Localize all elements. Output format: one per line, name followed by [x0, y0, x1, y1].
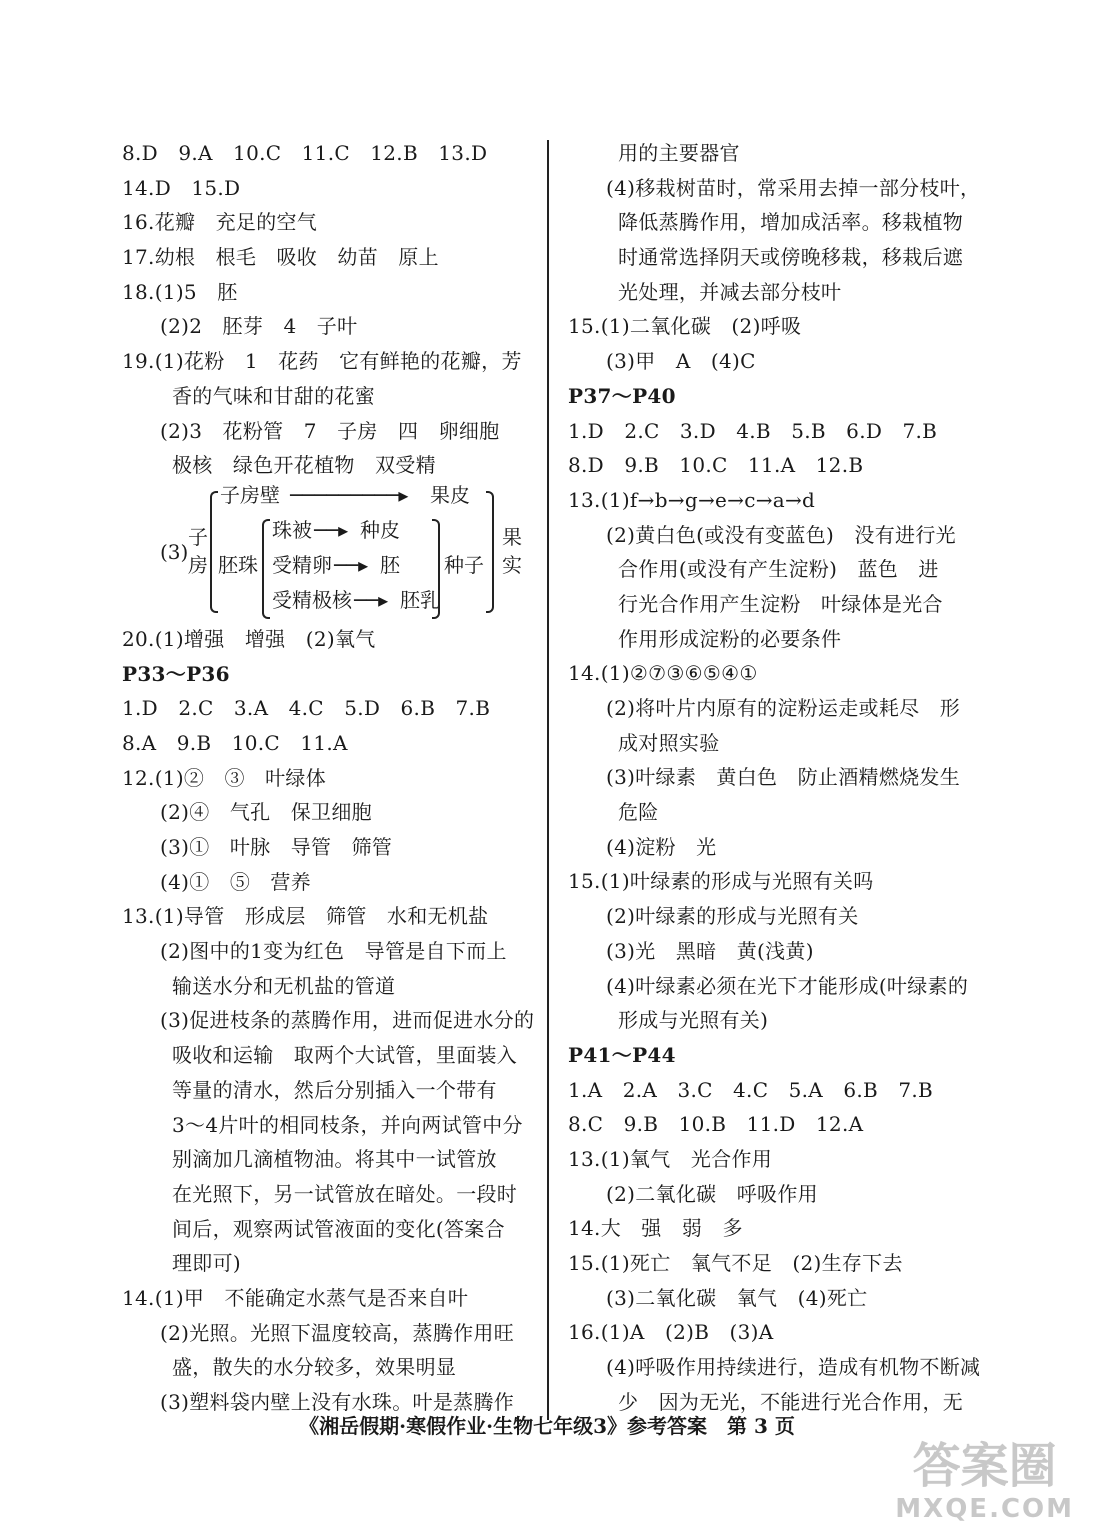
label-zhubei: 珠被 — [272, 517, 312, 542]
label-zhongpi: 种皮 — [360, 517, 400, 542]
right-column — [568, 136, 988, 1419]
column-divider — [547, 140, 549, 1420]
answer-line: 输送水分和无机盐的管道 — [172, 973, 396, 998]
answer-line: (2)将叶片内原有的淀粉运走或耗尽 形 — [606, 696, 961, 720]
answer-line: 18.(1)5 胚 — [122, 279, 238, 304]
answer-line: 少 因为无光，不能进行光合作用，无 — [618, 1389, 964, 1414]
answer-line: 行光合作用产生淀粉 叶绿体是光合 — [618, 591, 943, 616]
answer-line: (2)3 花粉管 7 子房 四 卵细胞 — [160, 418, 500, 443]
answer-line: 1.A 2.A 3.C 4.C 5.A 6.B 7.B — [568, 1077, 934, 1102]
label-guo: 果 — [502, 524, 522, 549]
arrow-zhubei: ──▸ — [314, 517, 349, 542]
answer-line: (3)塑料袋内壁上没有水珠。叶是蒸腾作 — [160, 1390, 515, 1414]
answer-line: 极核 绿色开花植物 双受精 — [172, 453, 436, 478]
label-shoujingluan: 受精卵 — [272, 552, 332, 577]
answer-line: 16.(1)A (2)B (3)A — [568, 1320, 774, 1345]
label-zhongzi: 种子 — [444, 552, 484, 577]
answer-line: 14.(1)甲 不能确定水蒸气是否来自叶 — [122, 1285, 469, 1310]
answer-line: (4)呼吸作用持续进行，造成有机物不断减 — [606, 1355, 981, 1380]
left-column — [122, 136, 542, 1420]
watermark-logo — [895, 1438, 1074, 1524]
answer-line: 20.(1)增强 增强 (2)氧气 — [122, 626, 376, 651]
fruit-structure-diagram — [122, 483, 542, 622]
label-peiru: 胚乳 — [400, 587, 440, 612]
answer-line: 形成与光照有关) — [618, 1008, 769, 1033]
answer-line: 等量的清水，然后分别插入一个带有 — [172, 1077, 497, 1102]
answer-line: 别滴加几滴植物油。将其中一试管放 — [172, 1147, 497, 1172]
answer-line: 15.(1)二氧化碳 (2)呼吸 — [568, 314, 802, 339]
answer-line: 3～4片叶的相同枝条，并向两试管中分 — [172, 1112, 523, 1137]
answer-line: (3)光 黑暗 黄(浅黄) — [606, 938, 814, 963]
seed-brace — [432, 519, 440, 619]
answer-line: 降低蒸腾作用，增加成活率。移栽植物 — [618, 210, 964, 235]
answer-line: 13.(1)导管 形成层 筛管 水和无机盐 — [122, 904, 489, 929]
answer-line: (4)移栽树苗时，常采用去掉一部分枝叶， — [606, 175, 981, 200]
answer-line: 8.A 9.B 10.C 11.A — [122, 730, 348, 755]
outer-brace — [210, 491, 218, 613]
answer-line: (2)图中的1变为红色 导管是自下而上 — [160, 939, 507, 964]
answer-line: 8.C 9.B 10.B 11.D 12.A — [568, 1112, 864, 1137]
answer-line: 理即可) — [172, 1251, 242, 1276]
label-guopi: 果皮 — [430, 482, 470, 507]
answer-line: 吸收和运输 取两个大试管，里面装入 — [172, 1043, 518, 1068]
label-pei: 胚 — [380, 552, 400, 577]
page-footer: 《湘岳假期·寒假作业·生物七年级3》参考答案 第 3 页 — [299, 1414, 795, 1438]
answer-line: 13.(1)氧气 光合作用 — [568, 1146, 773, 1171]
answer-line: (3)促进枝条的蒸腾作用，进而促进水分的 — [160, 1008, 535, 1033]
answer-line: (4)叶绿素必须在光下才能形成(叶绿素的 — [606, 973, 969, 998]
answer-line: 12.(1)② ③ 叶绿体 — [122, 765, 327, 790]
answer-line: 19.(1)花粉 1 花药 它有鲜艳的花瓣，芳 — [122, 349, 522, 374]
label-shi: 实 — [502, 552, 522, 577]
label-peizhu: 胚珠 — [218, 552, 258, 577]
answer-line: (4)淀粉 光 — [606, 834, 717, 859]
answer-line: 光处理，并减去部分枝叶 — [618, 279, 842, 304]
answer-line: 间后，观察两试管液面的变化(答案合 — [172, 1216, 505, 1241]
answer-line: 16.花瓣 充足的空气 — [122, 210, 318, 235]
structure-zi: 子 — [188, 524, 208, 549]
answer-line: 15.(1)死亡 氧气不足 (2)生存下去 — [568, 1251, 903, 1275]
answer-line: (2)叶绿素的形成与光照有关 — [606, 904, 859, 929]
label-shoujingjihe: 受精极核 — [272, 587, 352, 612]
answer-line: 香的气味和甘甜的花蜜 — [172, 383, 375, 408]
watermark-url: MXQE.COM — [895, 1494, 1074, 1524]
answer-line: 1.D 2.C 3.A 4.C 5.D 6.B 7.B — [122, 696, 491, 721]
answer-line: 盛，散失的水分较多，效果明显 — [172, 1355, 457, 1380]
answer-line: (2)黄白色(或没有变蓝色) 没有进行光 — [606, 522, 956, 547]
watermark-text: 答案圈 — [912, 1438, 1057, 1494]
answer-line: 15.(1)叶绿素的形成与光照有关吗 — [568, 869, 874, 894]
answer-line: (2)④ 气孔 保卫细胞 — [160, 800, 372, 825]
answer-line: (2)光照。光照下温度较高，蒸腾作用旺 — [160, 1320, 515, 1345]
structure-label: (3) — [160, 539, 189, 564]
answer-line: (2)2 胚芽 4 子叶 — [160, 314, 358, 339]
arrow-shoujingjihe: ──▸ — [354, 587, 389, 612]
answer-line: 17.幼根 根毛 吸收 幼苗 原上 — [122, 245, 439, 270]
inner-brace — [262, 519, 270, 619]
answer-line: 用的主要器官 — [618, 141, 740, 165]
section-heading: P37～P40 — [568, 383, 676, 408]
answer-line: 合作用(或没有产生淀粉) 蓝色 进 — [618, 557, 939, 582]
answer-line: (3)① 叶脉 导管 筛管 — [160, 835, 393, 859]
answer-line: 14.(1)②⑦③⑥⑤④① — [568, 661, 758, 686]
answer-line: 时通常选择阴天或傍晚移栽，移栽后遮 — [618, 245, 964, 270]
answer-line: 14.D 15.D — [122, 175, 241, 200]
answer-line: (3)甲 A (4)C — [606, 349, 756, 374]
answer-line: 成对照实验 — [618, 730, 720, 755]
structure-fang: 房 — [188, 552, 208, 577]
fruit-brace — [486, 491, 494, 613]
answer-line: (3)叶绿素 黄白色 防止酒精燃烧发生 — [606, 765, 961, 790]
label-zifangbi: 子房壁 — [220, 482, 280, 507]
section-heading: P41～P44 — [568, 1042, 676, 1067]
answer-line: 在光照下，另一试管放在暗处。一段时 — [172, 1181, 518, 1206]
answer-line: 8.D 9.B 10.C 11.A 12.B — [568, 453, 864, 478]
answer-line: 14.大 强 弱 多 — [568, 1216, 743, 1241]
answer-line: 8.D 9.A 10.C 11.C 12.B 13.D — [122, 141, 488, 165]
section-heading: P33～P36 — [122, 661, 230, 686]
answer-line: (2)二氧化碳 呼吸作用 — [606, 1181, 818, 1206]
answer-line: 作用形成淀粉的必要条件 — [618, 626, 842, 651]
answer-line: (4)① ⑤ 营养 — [160, 869, 312, 894]
answer-line: (3)二氧化碳 氧气 (4)死亡 — [606, 1285, 868, 1310]
arrow-zifangbi: ─────────▸ — [290, 482, 409, 507]
answer-line: 危险 — [618, 800, 659, 825]
answer-line: 1.D 2.C 3.D 4.B 5.B 6.D 7.B — [568, 418, 938, 443]
answer-line: 13.(1)f→b→g→e→c→a→d — [568, 487, 816, 512]
arrow-shoujingluan: ──▸ — [334, 552, 369, 577]
